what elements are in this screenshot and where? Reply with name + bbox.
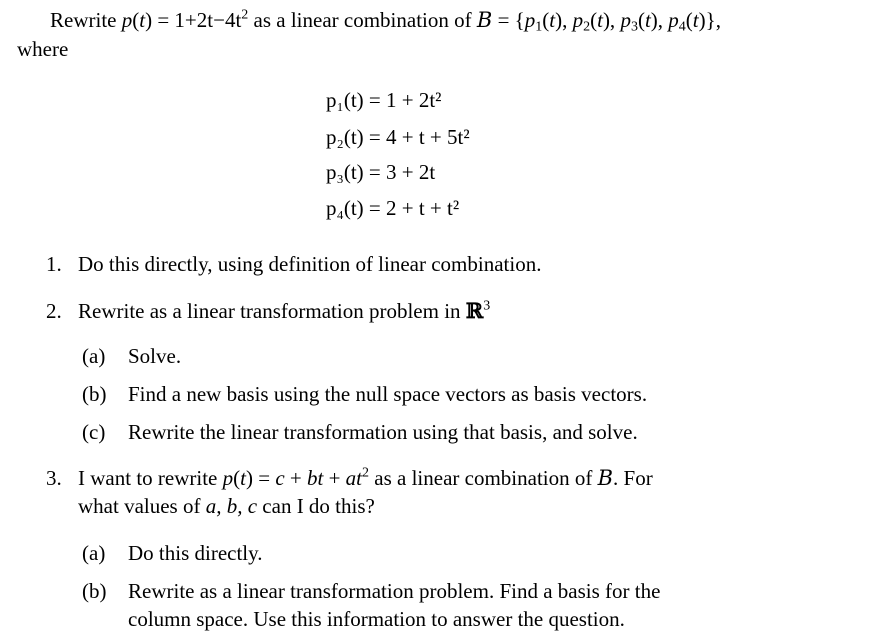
question-number: 1. [46,252,62,276]
part-label: (c) [82,420,106,444]
question-text: I want to rewrite [78,466,218,490]
where-word: where [17,37,69,61]
part-text: Rewrite as a linear transformation problem. Find a basis for the [128,579,661,603]
question-text: can I do this? [262,494,375,518]
part-text: Solve. [128,344,182,368]
intro-as: as a linear combination of [253,8,472,32]
question-text: Rewrite as a linear transformation problem in [78,299,461,323]
basis-eq-rhs: = 4 + t + 5t² [368,125,470,149]
basis-eq-lhs: p₃(t) [326,160,364,184]
intro-line: Rewrite $p(t) = 1+2t-4t^2$ as a linear combination of $B = \{p_1(t)$, $p_2(t)$, $p_3(t)$, $p_4(t)$}, [50,7,721,35]
question-2: 2. Rewrite as a linear transformation problem in ℝ$^3$ [46,298,491,323]
basis-eq-2 [326,125,470,150]
intro-rewrite: Rewrite [50,8,117,32]
question-number: 2. [46,299,62,323]
part-text: Find a new basis using the null space vectors as basis vectors. [128,382,648,406]
part-label: (b) [82,579,107,603]
question-text: . For [613,466,653,490]
basis-eq-1 [326,88,441,113]
part-label: (a) [82,541,106,565]
basis-symbol: B [597,466,614,490]
basis-eq-rhs: = 2 + t + t² [368,196,460,220]
part-label: (a) [82,344,106,368]
q2-part-c [82,420,638,445]
basis-eq-3 [326,160,435,185]
intro-poly-name: p [121,8,133,32]
question-number: 3. [46,466,62,490]
intro-poly: = 1+2t−4t [157,8,242,32]
question-text: Do this directly, using definition of linear combination. [78,252,542,276]
basis-eq-rhs: = 3 + 2t [368,160,436,184]
question-text: what values of [78,494,201,518]
real-space-symbol: ℝ [465,298,484,323]
question-3-line-2: what values of a, b, c can I do this? [78,494,375,518]
basis-eq-rhs: = 1 + 2t² [368,88,442,112]
basis-eq-lhs: p₂(t) [326,125,364,149]
part-text: Do this directly. [128,541,263,565]
question-3-line-1: 3. I want to rewrite p(t) = c + bt + $at^2$ as a linear combination of B. For [46,465,653,490]
q2-part-b [82,382,647,407]
question-1 [46,252,541,277]
q2-part-a [82,344,181,369]
basis-symbol: B [476,8,493,32]
q3-part-b-line-1 [82,579,660,604]
basis-eq-lhs: p₁(t) [326,88,364,112]
part-text: Rewrite the linear transformation using that basis, and solve. [128,420,638,444]
question-text: as a linear combination of [374,466,593,490]
q3-part-b-line-2: column space. Use this information to answer the question. [128,607,625,631]
basis-eq-4 [326,196,459,221]
q3-part-a [82,541,263,566]
basis-eq-lhs: p₄(t) [326,196,364,220]
part-label: (b) [82,382,107,406]
